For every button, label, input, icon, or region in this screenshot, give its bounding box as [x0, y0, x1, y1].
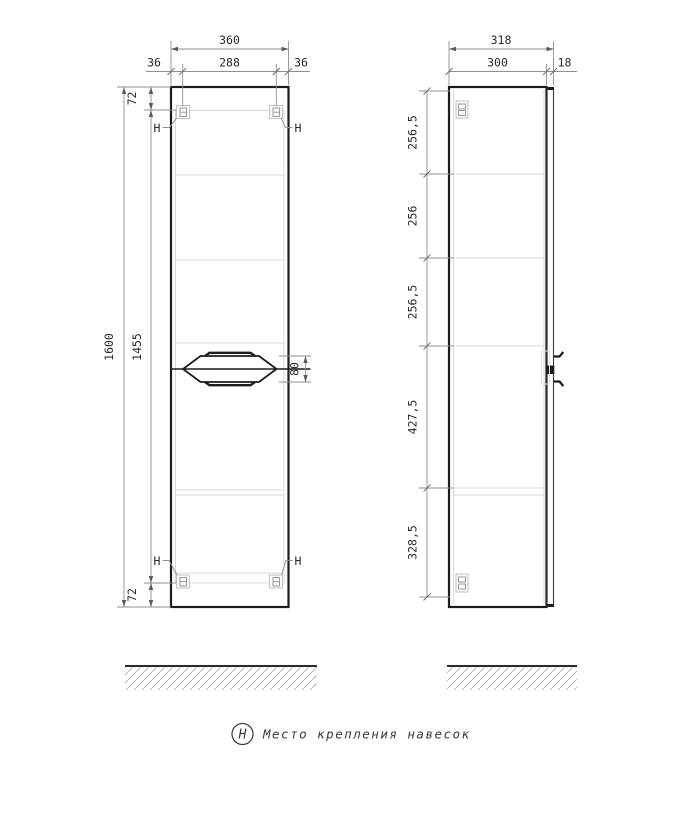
dim-door-height: 1455 — [130, 333, 144, 361]
legend-hanger-symbol: H — [238, 727, 247, 743]
side-cabinet-body — [449, 87, 547, 607]
bracket-top-left — [177, 106, 190, 119]
dim-door-thickness: 18 — [557, 55, 572, 70]
hanger-mark-bottom-left: H — [153, 554, 161, 568]
hanger-mark-bottom-right: H — [294, 554, 302, 568]
side-view — [406, 33, 578, 607]
dim-section-1: 256,5 — [405, 115, 420, 150]
hanger-mark-top-left: H — [153, 121, 161, 135]
dim-width-right: 36 — [294, 55, 308, 70]
bracket-bottom-right — [270, 575, 283, 588]
dim-width-total: 360 — [219, 33, 240, 47]
front-view — [102, 33, 311, 607]
dim-section-5: 328,5 — [405, 525, 420, 560]
side-bracket-bottom — [456, 574, 468, 592]
dim-width-center: 288 — [219, 55, 240, 70]
ground-right — [447, 666, 577, 690]
side-top-dimensions — [446, 33, 578, 85]
dim-section-2: 256 — [405, 205, 420, 227]
side-bracket-top — [456, 101, 468, 118]
legend-text: Место крепления навесок — [263, 726, 471, 742]
front-left-dimensions — [102, 87, 176, 607]
dim-section-4: 427,5 — [405, 399, 420, 435]
dim-depth-total: 318 — [490, 33, 512, 47]
bracket-bottom-left — [177, 575, 190, 588]
dim-width-left: 36 — [147, 55, 161, 70]
side-section-dimensions — [406, 88, 454, 601]
bracket-top-right — [270, 106, 283, 119]
dim-bottom-offset: 72 — [125, 588, 139, 602]
dim-height-total: 1600 — [102, 333, 116, 361]
side-door-bottom-cap — [547, 604, 554, 607]
side-door-strip — [547, 88, 554, 607]
side-handle-bottom-hook — [554, 382, 564, 387]
dim-body-depth: 300 — [487, 55, 508, 70]
front-cabinet-body — [171, 87, 289, 607]
dim-section-3: 256,5 — [405, 284, 420, 320]
side-handle-top-hook — [554, 352, 564, 357]
dim-handle-height: 80 — [287, 362, 302, 376]
hanger-mark-top-right: H — [294, 121, 302, 135]
dim-top-offset: 72 — [125, 91, 139, 106]
side-door-top-cap — [547, 87, 554, 90]
side-door-gap — [546, 366, 554, 375]
ground-left — [125, 666, 317, 690]
legend — [232, 724, 471, 745]
